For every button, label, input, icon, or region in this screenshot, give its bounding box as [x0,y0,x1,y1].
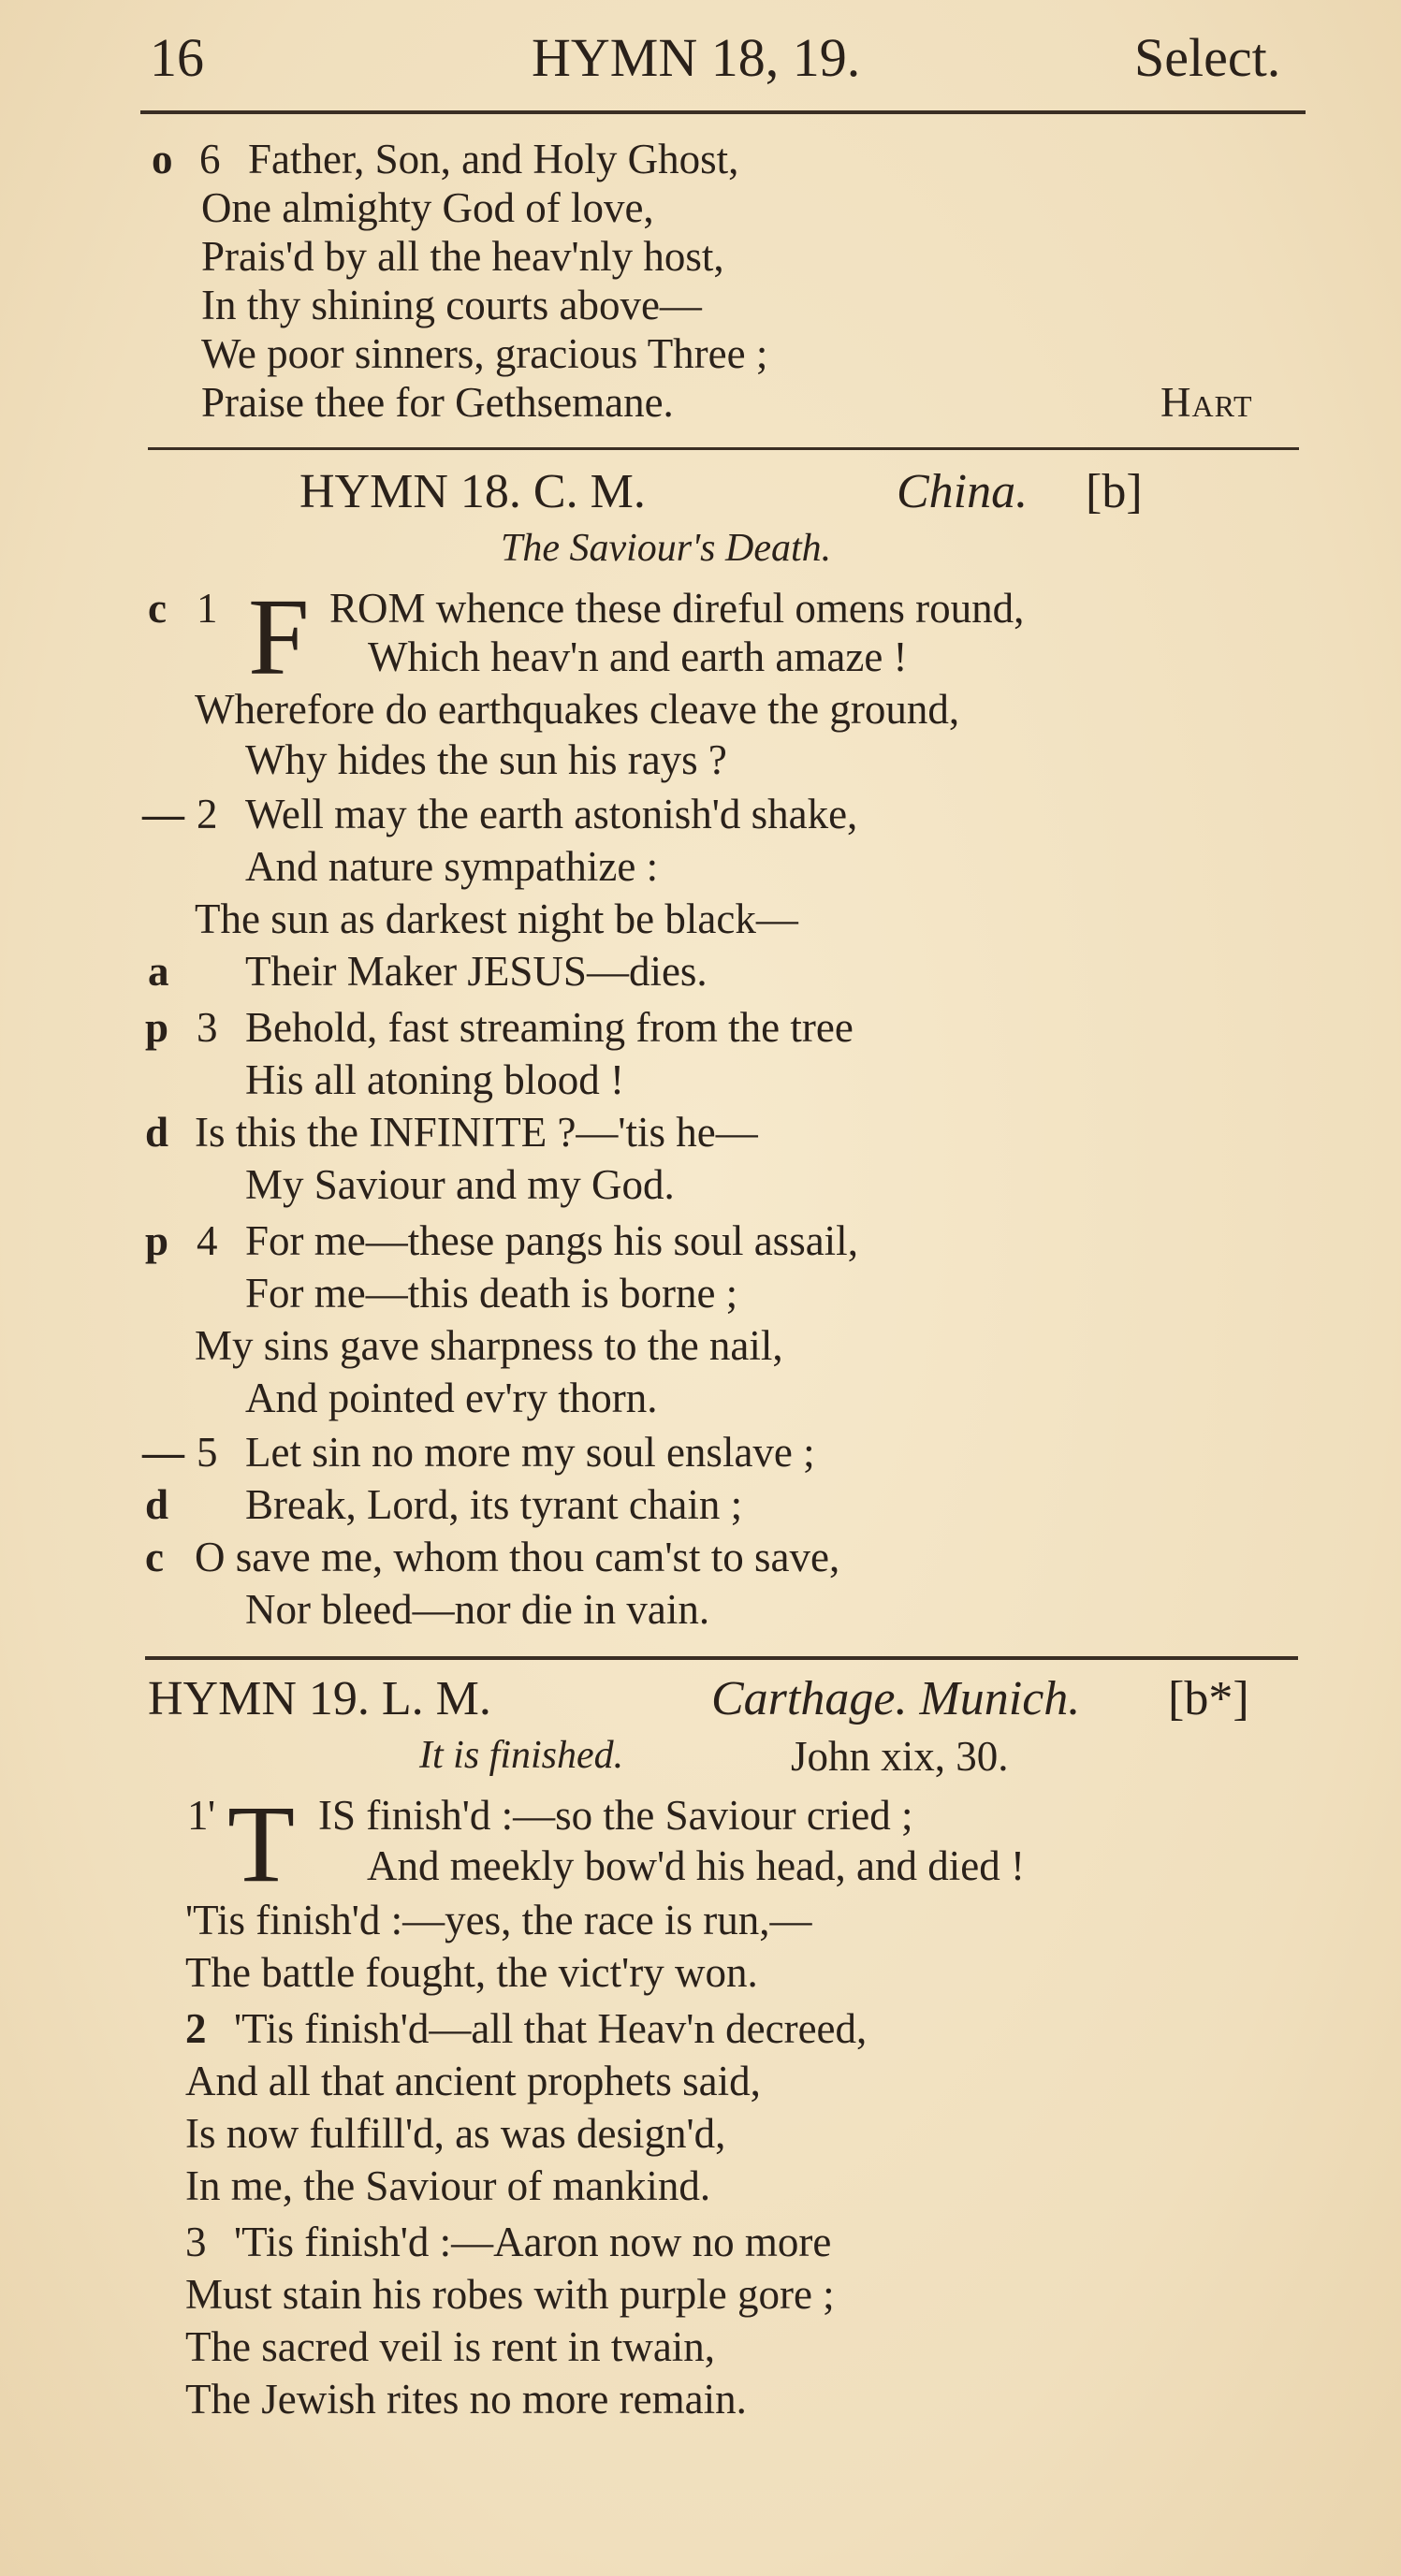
hymn-divider [145,1656,1298,1660]
hymn-line: Well may the earth astonish'd shake, [245,791,858,837]
author-attribution: Hart [1160,379,1253,426]
hymn-line: And all that ancient prophets said, [185,2058,761,2104]
dynamic-mark: d [145,1481,169,1528]
hymn-line: Let sin no more my soul enslave ; [245,1429,815,1476]
hymn-key: [b*] [1168,1672,1249,1725]
dynamic-mark: p [145,1217,169,1264]
hymn-subtitle: The Saviour's Death. [501,527,832,570]
hymn-title: HYMN 18. C. M. [299,465,646,518]
hymn-line: 'Tis finish'd :—Aaron now no more [234,2219,832,2265]
verse-mark: c [148,585,167,632]
header-rule [140,110,1306,114]
hymn-line: One almighty God of love, [201,184,654,231]
hymn-line: His all atoning blood ! [245,1056,624,1103]
scripture-reference: John xix, 30. [791,1733,1009,1780]
dynamic-mark: c [145,1534,164,1580]
hymn-line: Is now fulfill'd, as was design'd, [185,2110,726,2157]
hymn-line: IS finish'd :—so the Saviour cried ; [318,1792,913,1839]
verse-number: 1 [187,1792,209,1839]
verse-mark: — [142,791,184,837]
verse-mark: — [142,1429,184,1476]
hymn-line: 'Tis finish'd—all that Heav'n decreed, [234,2005,868,2052]
hymn-line: For me—these pangs his soul assail, [245,1217,858,1264]
hymn-line: In thy shining courts above— [201,282,702,328]
verse-number: 2 [197,791,218,837]
hymn-line: 'Tis finish'd :—yes, the race is run,— [185,1897,812,1943]
hymn-line: Their Maker JESUS—dies. [245,948,708,995]
hymn-line: Why hides the sun his rays ? [245,736,727,783]
hymn-title: HYMN 19. L. M. [148,1672,491,1725]
verse-mark: o [152,136,173,182]
hymn-tune: Carthage. Munich. [711,1672,1081,1725]
hymn-divider [148,447,1299,450]
verse-number: 4 [197,1217,218,1264]
hymn-subtitle: It is finished. [419,1734,624,1777]
page-number: 16 [150,27,204,88]
hymn-line: The sun as darkest night be black— [195,895,798,942]
drop-cap: F [248,575,310,698]
hymn-line: My Saviour and my God. [245,1161,675,1208]
dynamic-mark: p [145,1004,169,1051]
verse-number: 2 [185,2005,207,2052]
hymn-key: [b] [1086,465,1143,518]
hymn-line: And pointed ev'ry thorn. [245,1375,658,1421]
hymn-tune: China. [897,465,1029,518]
hymn-line: Which heav'n and earth amaze ! [368,633,908,680]
verse-number: 3 [197,1004,218,1051]
hymn-line: Break, Lord, its tyrant chain ; [245,1481,743,1528]
hymn-line: Is this the INFINITE ?—'tis he— [195,1109,758,1156]
hymn-line: Wherefore do earthquakes cleave the ground, [195,686,960,733]
hymn-line: Nor bleed—nor die in vain. [245,1586,710,1633]
hymn-line: We poor sinners, gracious Three ; [201,330,768,377]
hymn-line: And nature sympathize : [245,843,659,890]
section-label: Select. [1134,27,1281,88]
hymn-line: Praise thee for Gethsemane. [201,379,674,426]
apostrophe: ' [208,1792,216,1839]
running-title: HYMN 18, 19. [532,27,861,88]
hymn-line: Must stain his robes with purple gore ; [185,2271,835,2318]
hymn-line: Father, Son, and Holy Ghost, [248,136,739,182]
hymn-line: O save me, whom thou cam'st to save, [195,1534,840,1580]
hymn-line: Prais'd by all the heav'nly host, [201,233,724,280]
dynamic-mark: a [148,948,169,995]
verse-number: 5 [197,1429,218,1476]
hymn-line: The Jewish rites no more remain. [185,2376,747,2423]
hymn-line: The battle fought, the vict'ry won. [185,1949,758,1996]
hymn-line: My sins gave sharpness to the nail, [195,1322,783,1369]
dynamic-mark: d [145,1109,169,1156]
hymn-line: And meekly bow'd his head, and died ! [367,1842,1025,1889]
verse-number: 1 [197,585,218,632]
verse-number: 6 [199,136,221,182]
hymn-line: The sacred veil is rent in twain, [185,2323,716,2370]
hymn-line: Behold, fast streaming from the tree [245,1004,854,1051]
hymn-line: ROM whence these direful omens round, [329,585,1025,632]
drop-cap: T [227,1783,296,1905]
hymn-line: In me, the Saviour of mankind. [185,2162,711,2209]
hymn-line: For me—this death is borne ; [245,1270,738,1317]
verse-number: 3 [185,2219,207,2265]
